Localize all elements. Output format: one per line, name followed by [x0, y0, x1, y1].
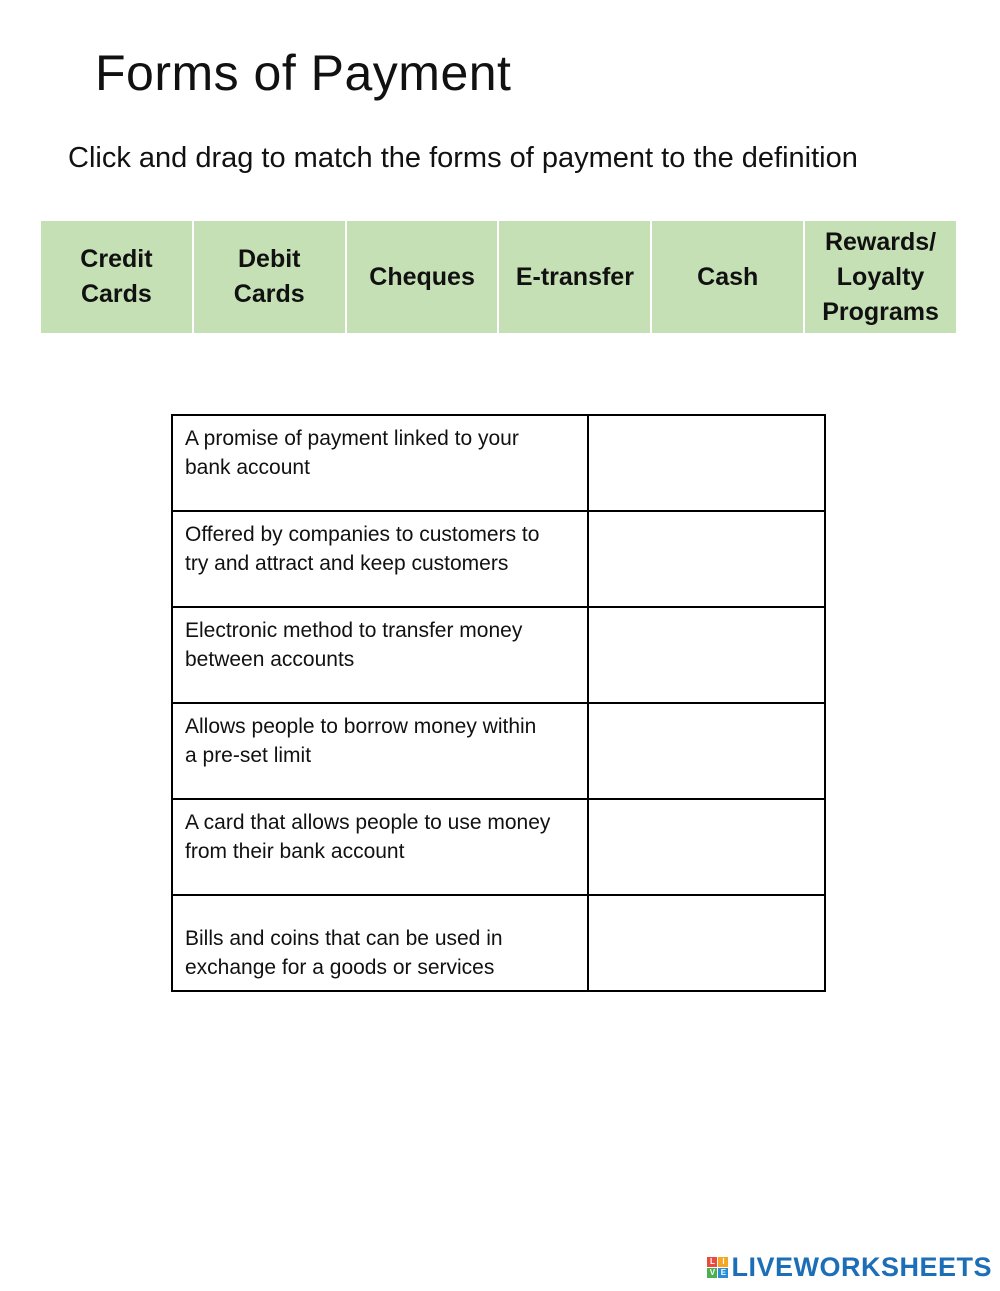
word-tile-credit-cards[interactable] — [41, 221, 192, 333]
logo-block: E — [718, 1268, 728, 1278]
definition-text: from their bank account — [185, 840, 405, 863]
word-tile-rewards-loyalty-programs[interactable] — [803, 221, 956, 333]
word-tile-label: E-transfer — [515, 262, 634, 291]
page-title: Forms of Payment — [95, 45, 512, 101]
word-tile-label: Programs — [822, 297, 939, 326]
definition-text: A card that allows people to use money — [185, 811, 551, 834]
table-row — [172, 703, 825, 799]
definition-cell — [172, 511, 588, 607]
drop-zone[interactable] — [588, 415, 825, 511]
liveworksheets-logo — [707, 1252, 992, 1283]
logo-blocks-icon — [707, 1257, 728, 1278]
table-row — [172, 895, 825, 991]
match-table — [171, 414, 826, 992]
logo-block: I — [718, 1257, 728, 1267]
table-row — [172, 799, 825, 895]
definition-text: Electronic method to transfer money — [185, 619, 523, 642]
word-tile-label: Cash — [697, 262, 759, 291]
logo-text: LIVEWORKSHEETS — [731, 1252, 992, 1282]
word-tile-label: Cheques — [369, 262, 475, 291]
definition-text: Allows people to borrow money within — [185, 715, 537, 738]
definition-text: A promise of payment linked to your — [185, 427, 519, 450]
definition-text: Bills and coins that can be used in — [185, 927, 503, 950]
word-tile-label: Loyalty — [836, 262, 925, 291]
definition-text: between accounts — [185, 648, 355, 671]
word-tile-label: Cards — [80, 280, 152, 308]
definition-cell — [172, 895, 588, 991]
word-tile-e-transfer[interactable] — [497, 221, 650, 333]
drop-zone[interactable] — [588, 607, 825, 703]
logo-block: L — [707, 1257, 717, 1267]
drop-zone[interactable] — [588, 703, 825, 799]
definition-text: exchange for a goods or services — [185, 956, 495, 979]
definition-cell — [172, 607, 588, 703]
table-row — [172, 607, 825, 703]
word-bank — [41, 221, 956, 333]
word-tile-cash[interactable] — [650, 221, 803, 333]
drop-zone[interactable] — [588, 799, 825, 895]
instructions: Click and drag to match the forms of payment to the definition — [68, 142, 858, 174]
drop-zone[interactable] — [588, 511, 825, 607]
word-tile-label: Debit — [237, 245, 301, 273]
definition-text: try and attract and keep customers — [185, 552, 509, 575]
definition-cell — [172, 703, 588, 799]
word-tile-label: Credit — [80, 245, 153, 273]
definition-cell — [172, 799, 588, 895]
definition-text: Offered by companies to customers to — [185, 523, 540, 546]
logo-block: V — [707, 1268, 717, 1278]
word-tile-cheques[interactable] — [345, 221, 498, 333]
word-tile-label: Cards — [233, 280, 305, 308]
word-tile-label: Rewards/ — [824, 227, 937, 256]
definition-cell — [172, 415, 588, 511]
table-row — [172, 415, 825, 511]
drop-zone[interactable] — [588, 895, 825, 991]
definition-text: bank account — [185, 456, 310, 479]
table-row — [172, 511, 825, 607]
definition-text: a pre-set limit — [185, 744, 312, 767]
word-tile-debit-cards[interactable] — [192, 221, 345, 333]
